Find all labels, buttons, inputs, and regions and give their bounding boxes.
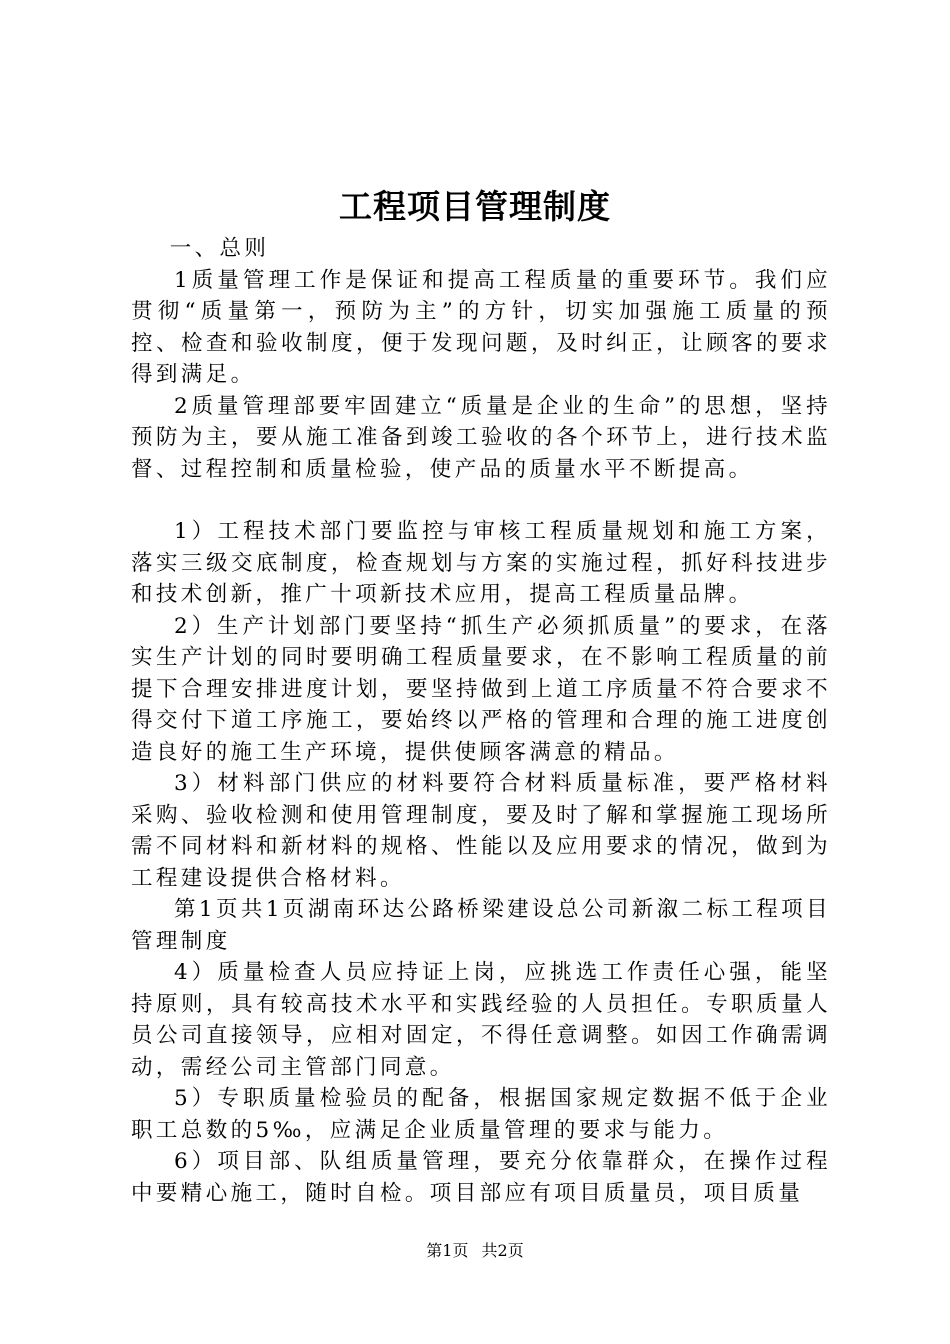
page-number: 第1页 [426,1241,469,1260]
paragraph-2: 2质量管理部要牢固建立“质量是企业的生命”的思想，坚持预防为主，要从施工准备到竣工验收的各个环节上，进行技术监督、过程控制和质量检验，使产品的质量水平不断提高。 [131,393,831,482]
document-body [131,233,831,1209]
paragraph-item-2: 2）生产计划部门要坚持“抓生产必须抓质量”的要求，在落实生产计划的同时要明确工程质量要求，在不影响工程质量的前提下合理安排进度计划，要坚持做到上道工序质量不符合要求不得交付下道工序施工，要始终以严格的管理和合理的施工进度创造良好的施工生产环境，提供使顾客满意的精品。 [131,613,831,765]
paragraph-item-4: 4）质量检查人员应持证上岗，应挑选工作责任心强，能坚持原则，具有较高技术水平和实践经验的人员担任。专职质量人员公司直接领导，应相对固定，不得任意调整。如因工作确需调动，需经公司主管部门同意。 [131,960,831,1080]
document-title: 工程项目管理制度 [339,187,611,226]
paragraph-page-note: 第1页共1页湖南环达公路桥梁建设总公司新溆二标工程项目管理制度 [131,897,831,954]
paragraph-item-5: 5）专职质量检验员的配备，根据国家规定数据不低于企业职工总数的5‰，应满足企业质量管理的要求与能力。 [131,1086,831,1143]
section-heading-general: 一、总则 [169,236,270,261]
page-total: 共2页 [481,1241,524,1260]
paragraph-item-1: 1）工程技术部门要监控与审核工程质量规划和施工方案，落实三级交底制度，检查规划与方案的实施过程，抓好科技进步和技术创新，推广十项新技术应用，提高工程质量品牌。 [131,519,831,607]
paragraph-item-6: 6）项目部、队组质量管理，要充分依靠群众，在操作过程中要精心施工，随时自检。项目部应有项目质量员，项目质量 [131,1149,831,1206]
paragraph-item-3: 3）材料部门供应的材料要符合材料质量标准，要严格材料采购、验收检测和使用管理制度，要及时了解和掌握施工现场所需不同材料和新材料的规格、性能以及应用要求的情况，做到为工程建设提供合格材料。 [131,771,831,891]
paragraph-1: 1质量管理工作是保证和提高工程质量的重要环节。我们应贯彻“质量第一，预防为主”的方针，切实加强施工质量的预控、检查和验收制度，便于发现问题，及时纠正，让顾客的要求得到满足。 [131,267,831,387]
page-footer [0,1240,950,1262]
